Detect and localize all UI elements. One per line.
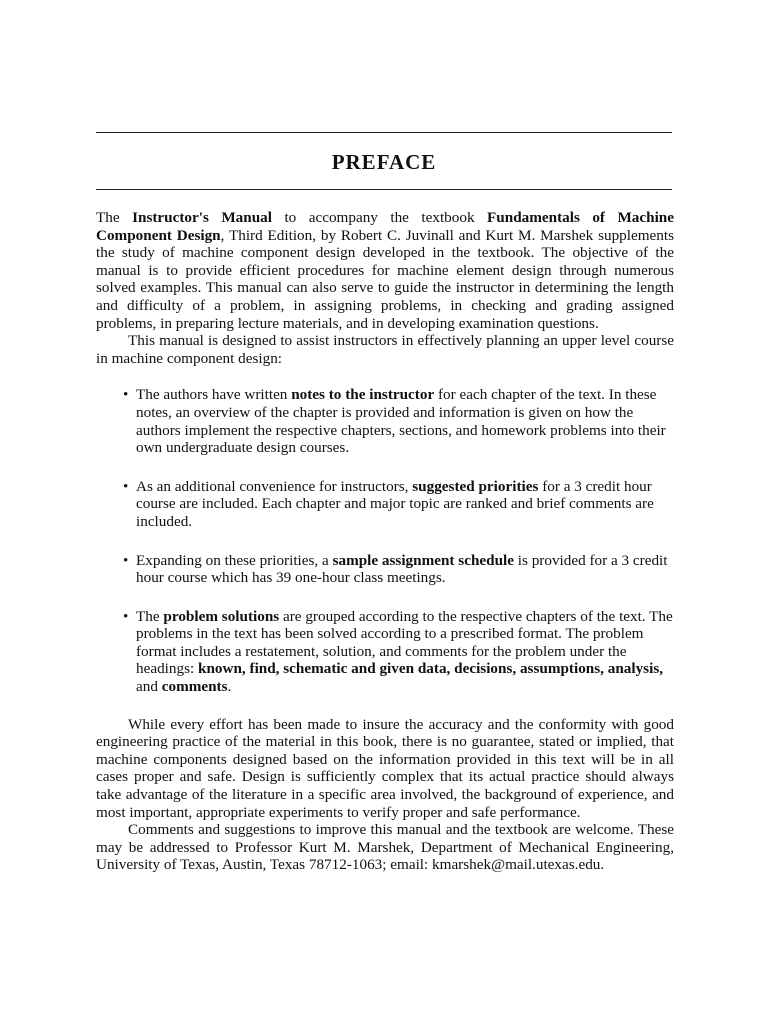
- list-item-emphasis: known, find, schematic and given data, decisions, assumptions, analysis,: [198, 660, 664, 678]
- list-item-text: for a 3 credit hour course are included. Each chapter and major topic are ranked and brief comments are included.: [136, 477, 654, 530]
- list-item-emphasis: comments: [161, 678, 228, 696]
- list-item-text: .: [227, 678, 232, 696]
- list-item-text: and: [136, 678, 162, 696]
- list-item-text: The: [136, 607, 164, 625]
- list-item-emphasis: problem solutions: [163, 607, 280, 625]
- list-item-emphasis: notes to the instructor: [291, 386, 435, 404]
- list-item-text: is provided for a 3 credit hour course which has 39 one-hour class meetings.: [136, 551, 668, 587]
- list-item: [123, 386, 674, 457]
- bullet-icon: •: [123, 551, 129, 569]
- intro-text: to accompany the textbook: [271, 209, 488, 226]
- list-item-text: The authors have written: [136, 386, 292, 404]
- list-item-emphasis: suggested priorities: [412, 477, 539, 495]
- list-item-text: are grouped according to the respective chapters of the text. The problems in the text has been solved according to a prescribed format. The problem format includes a restatement, solution, and comments for the problem under the headings:: [136, 607, 673, 678]
- top-rule: [96, 132, 672, 133]
- page-title: PREFACE: [331, 150, 437, 174]
- intro-text: The: [96, 209, 133, 226]
- feature-list: [96, 386, 674, 695]
- textbook-title: Fundamentals of Machine Component Design: [96, 209, 674, 244]
- purpose-paragraph: This manual is designed to assist instructors in effectively planning an upper level course in machine component design:: [96, 332, 674, 367]
- disclaimer-paragraph: While every effort has been made to insure the accuracy and the conformity with good engineering practice of the material in this book, there is no guarantee, stated or implied, that machine components designed based on the information provided in this text will be in all cases proper and safe. Design is sufficiently complex that its actual practice should always take advantage of the literature in a specific area involved, the background of experience, and most important, appropriate experiments to verify proper and safe performance.: [96, 715, 674, 821]
- list-item-text: Expanding on these priorities, a: [136, 551, 333, 569]
- contact-paragraph: Comments and suggestions to improve this manual and the textbook are welcome. These may be addressed to Professor Kurt M. Marshek, Department of Mechanical Engineering, University of Texas, Austin, Texas 78712-1063; email: kmarshek@mail.utexas.edu.: [96, 821, 674, 874]
- list-item: [123, 477, 674, 531]
- intro-text: , Third Edition, by Robert C. Juvinall and Kurt M. Marshek supplements the study of machine component design developed in the textbook. The objective of the manual is to provide efficient procedures for machine element design through numerous solved examples. This manual can also serve to guide the instructor in determining the length and difficulty of a problem, in assigning problems, in checking and grading assigned problems, in preparing lecture materials, and in developing examination questions.: [96, 226, 674, 332]
- list-item-text: for each chapter of the text. In these notes, an overview of the chapter is provided and information is given on how the authors implement the respective chapters, sections, and homework problems into their own undergraduate design courses.: [136, 386, 666, 457]
- body-text: [96, 209, 674, 874]
- list-item: [123, 607, 674, 696]
- manual-title: Instructor's Manual: [132, 209, 272, 226]
- bottom-rule: [96, 189, 672, 190]
- intro-paragraph: [96, 209, 674, 332]
- list-item: [123, 551, 674, 587]
- bullet-icon: •: [123, 477, 129, 495]
- list-item-emphasis: sample assignment schedule: [332, 551, 514, 569]
- bullet-icon: •: [123, 607, 129, 625]
- bullet-icon: •: [123, 386, 129, 404]
- list-item-text: As an additional convenience for instructors,: [136, 477, 413, 495]
